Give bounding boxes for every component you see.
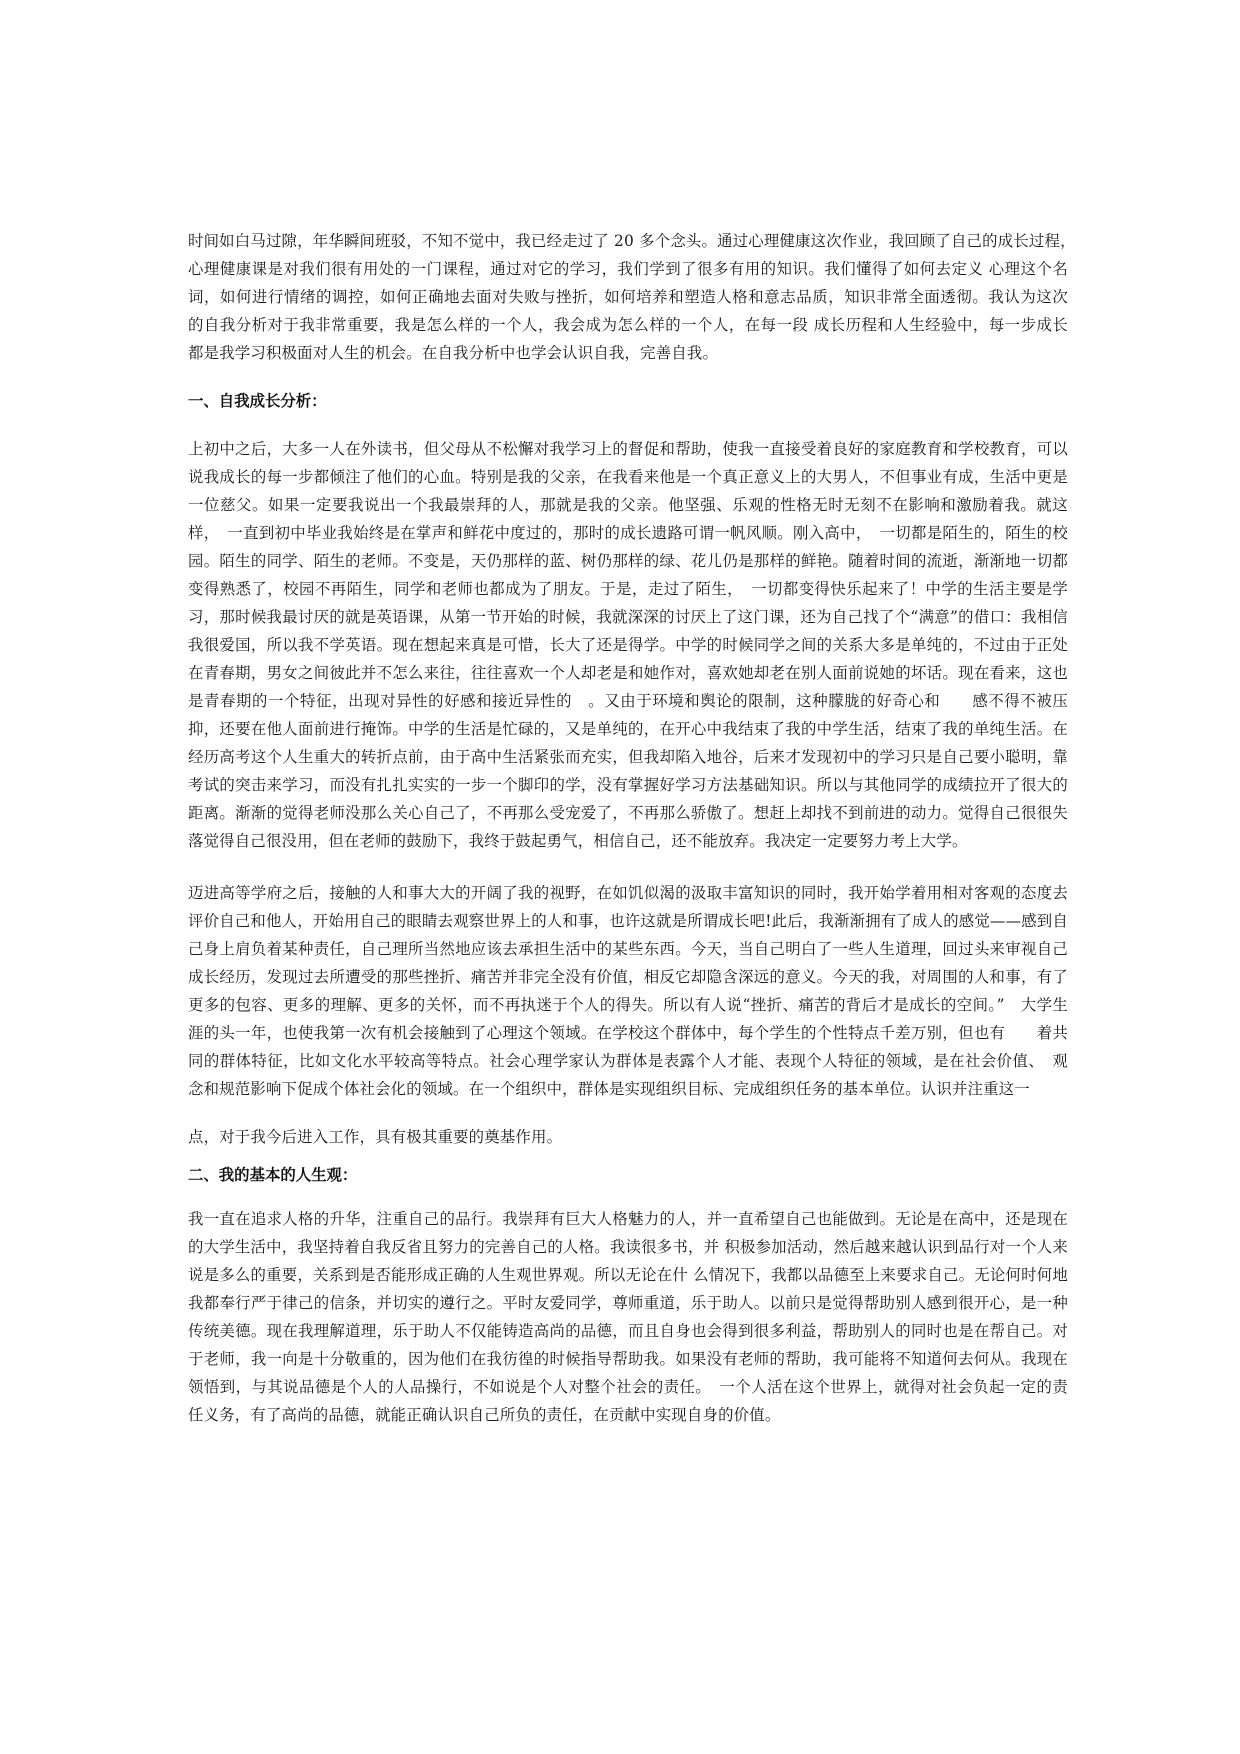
intro-paragraph: 时间如白马过隙，年华瞬间班驳，不知不觉中，我已经走过了 20 多个念头。通过心理健康这次作业，我回顾了自己的成长过程， 心理健康课是对我们很有用处的一门课程，通过对它的学习，我们学到了很多有用的知识。我们懂得了如何去定义 心理这个名 词，如何进行情绪的调控，如何正确地去面对失败与挫折，如何培养和塑造人格和意志品质，知识非常全面透彻。我认为这次 的自我分析对于我非常重要，我是怎么样的一个人，我会成为怎么样的一个人，在每一段 成长历程和人生经验中，每一步成长 都是我学习积极面对人生的机会。在自我分析中也学会认识自我，完善自我。 [188, 232, 1084, 362]
section-heading-growth-analysis: 一、自我成长分析： [188, 392, 327, 410]
document-page [188, 227, 1084, 1429]
section-heading-outlook-on-life: 二、我的基本的人生观： [188, 1166, 358, 1184]
growth-paragraph-2-continuation: 点，对于我今后进入工作，具有极其重要的奠基作用。 [188, 1128, 563, 1146]
growth-paragraph-1: 上初中之后，大多一人在外读书，但父母从不松懈对我学习上的督促和帮助，使我一直接受着良好的家庭教育和学校教育，可以说我成长的每一步都倾注了他们的心血。特别是我的父亲，在我看来他是一个真正意义上的大男人，不但事业有成，生活中更是一位慈父。如果一定要我说出一个我最崇拜的人，那就是我的父亲。他坚强、乐观的性格无时无刻不在影响和激励着我。就这样， 一直到初中毕业我始终是在掌声和鲜花中度过的，那时的成长遗路可谓一帆风顺。刚入高中， 一切都是陌生的，陌生的校园。陌生的同学、陌生的老师。不变是，天仍那样的蓝、树仍那样的绿、花儿仍是那样的鲜艳。随着时间的流逝，渐渐地一切都变得熟悉了，校园不再陌生，同学和老师也都成为了朋友。于是，走过了陌生， 一切都变得快乐起来了！中学的生活主要是学习，那时候我最讨厌的就是英语课，从第一节开始的时候，我就深深的讨厌上了这门课，还为自己找了个“满意”的借口：我相信我很爱国，所以我不学英语。现在想起来真是可惜，长大了还是得学。中学的时候同学之间的关系大多是单纯的，不过由于正处在青春期，男女之间彼此并不怎么来往，往往喜欢一个人却老是和她作对，喜欢她却老在别人面前说她的坏话。现在看来，这也是青春期的一个特征，出现对异性的好感和接近异性的 。又由于环境和舆论的限制，这种朦胧的好奇心和 感不得不被压抑，还要在他人面前进行掩饰。中学的生活是忙碌的，又是单纯的，在开心中我结束了我的中学生活，结束了我的单纯生活。在经历高考这个人生重大的转折点前，由于高中生活紧张而充实，但我却陷入地谷，后来才发现初中的学习只是自己要小聪明，靠考试的突击来学习，而没有扎扎实实的一步一个脚印的学，没有掌握好学习方法基础知识。所以与其他同学的成绩拉开了很大的距离。渐渐的觉得老师没那么关心自己了，不再那么受宠爱了，不再那么骄傲了。想赶上却找不到前进的动力。觉得自己很很失落觉得自己很没用，但在老师的鼓励下，我终于鼓起勇气，相信自己，还不能放弃。我决定一定要努力考上大学。 [188, 440, 1068, 850]
outlook-paragraph: 我一直在追求人格的升华，注重自己的品行。我崇拜有巨大人格魅力的人，并一直希望自己也能做到。无论是在高中，还是现在的大学生活中，我坚持着自我反省且努力的完善自己的人格。我读很多书，并 积极参加活动，然后越来越认识到品行对一个人来说是多么的重要，关系到是否能形成正确的人生观世界观。所以无论在什 么情况下，我都以品德至上来要求自己。无论何时何地我都奉行严于律己的信条，并切实的遵行之。平时友爱同学，尊师重道，乐于助人。以前只是觉得帮助别人感到很开心，是一种传统美德。现在我理解道理，乐于助人不仅能铸造高尚的品德，而且自身也会得到很多利益，帮助别人的同时也是在帮自己。对于老师，我一向是十分敬重的，因为他们在我彷徨的时候指导帮助我。如果没有老师的帮助，我可能将不知道何去何从。我现在领悟到，与其说品德是个人的人品操行，不如说是个人对整个社会的责任。 一个人活在这个世界上，就得对社会负起一定的责任义务，有了高尚的品德，就能正确认识自己所负的责任，在贡献中实现自身的价值。 [188, 1210, 1068, 1424]
growth-paragraph-2: 迈进高等学府之后，接触的人和事大大的开阔了我的视野，在如饥似渴的汲取丰富知识的同时，我开始学着用相对客观的态度去评价自己和他人，开始用自己的眼睛去观察世界上的人和事，也许这就是所谓成长吧!此后，我渐渐拥有了成人的感觉——感到自己身上肩负着某种责任，自己理所当然地应该去承担生活中的某些东西。今天，当自己明白了一些人生道理，回过头来审视自己成长经历，发现过去所遭受的那些挫折、痛苦并非完全没有价值，相反它却隐含深远的意义。今天的我，对周围的人和事，有了更多的包容、更多的理解、更多的关怀，而不再执迷于个人的得失。所以有人说“挫折、痛苦的背后才是成长的空间。” 大学生涯的头一年，也使我第一次有机会接触到了心理这个领域。在学校这个群体中，每个学生的个性特点千差万别，但也有 着共同的群体特征，比如文化水平较高等特点。社会心理学家认为群体是表露个人才能、表现个人特征的领域，是在社会价值、 观念和规范影响下促成个体社会化的领域。在一个组织中，群体是实现组织目标、完成组织任务的基本单位。认识并注重这一 [188, 884, 1068, 1098]
